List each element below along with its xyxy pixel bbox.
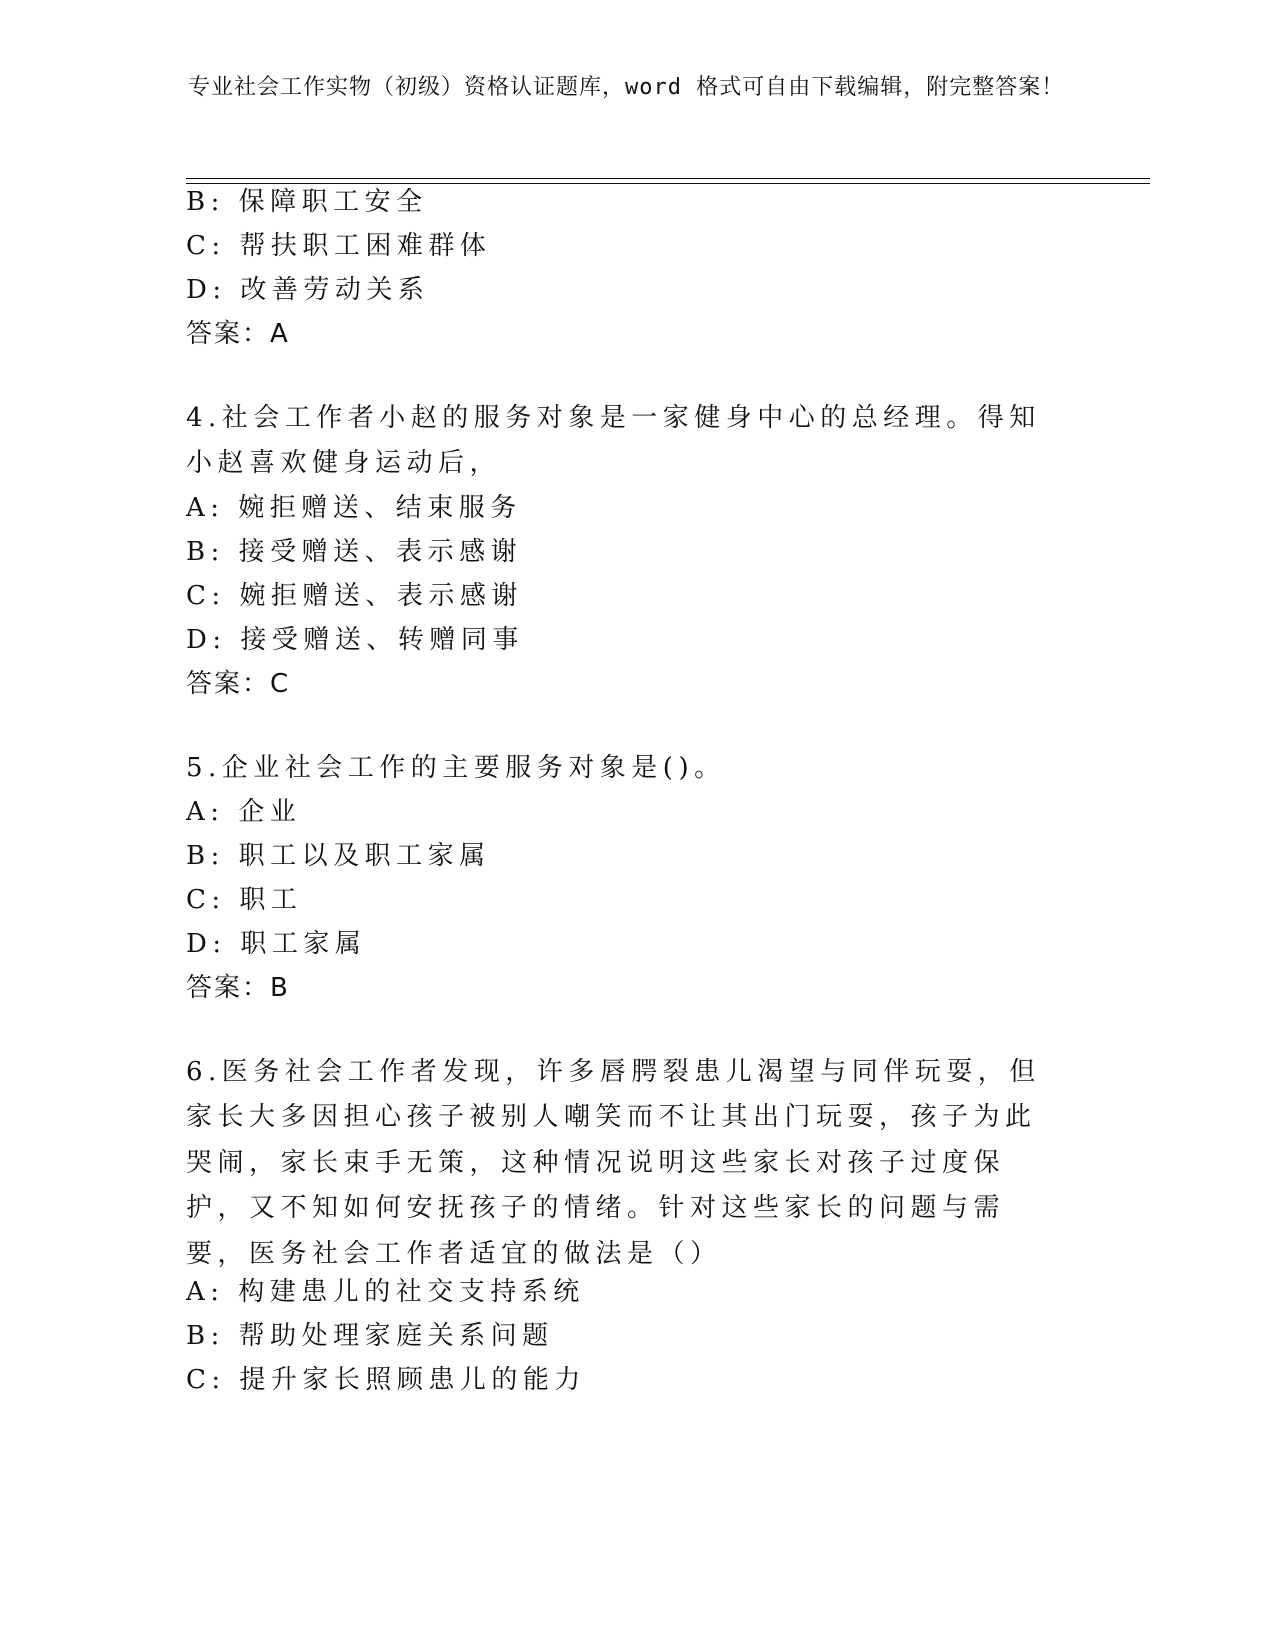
q4-option-c: C: 婉拒赠送、表示感谢	[186, 581, 523, 611]
q4-option-d: D: 接受赠送、转赠同事	[186, 625, 524, 655]
q5-answer: 答案：B	[186, 973, 290, 1003]
header-divider	[186, 178, 1150, 179]
q4-option-a: A: 婉拒赠送、结束服务	[186, 493, 522, 523]
q4-answer: 答案：C	[186, 669, 291, 699]
q4-option-b: B: 接受赠送、表示感谢	[186, 537, 523, 567]
q6-option-a: A: 构建患儿的社交支持系统	[186, 1277, 585, 1307]
q5-option-d: D: 职工家属	[186, 929, 367, 959]
header-divider-secondary	[186, 183, 1150, 184]
q5-option-a: A: 企业	[186, 797, 302, 827]
q5-stem: 5.企业社会工作的主要服务对象是()。	[186, 753, 726, 783]
q6-option-b: B: 帮助处理家庭关系问题	[186, 1321, 554, 1351]
q5-option-b: B: 职工以及职工家属	[186, 841, 491, 871]
q4-stem: 4.社会工作者小赵的服务对象是一家健身中心的总经理。得知小赵喜欢健身运动后，	[186, 403, 1041, 479]
q3-answer: 答案：A	[186, 319, 290, 349]
q3-option-d: D: 改善劳动关系	[186, 275, 430, 305]
q6-stem: 6.医务社会工作者发现，许多唇腭裂患儿渴望与同伴玩耍，但家长大多因担心孩子被别人嘲笑而不让其出门玩耍，孩子为此哭闹，家长束手无策，这种情况说明这些家长对孩子过度保护，又不知如何安抚孩子的情绪。针对这些家长的问题与需要，医务社会工作者适宜的做法是（）	[186, 1057, 1041, 1269]
q5-option-c: C: 职工	[186, 885, 303, 915]
document-header: 专业社会工作实物（初级）资格认证题库，word 格式可自由下载编辑，附完整答案！	[188, 75, 1065, 100]
q3-option-b: B: 保障职工安全	[186, 187, 428, 217]
q3-option-c: C: 帮扶职工困难群体	[186, 231, 492, 261]
q6-option-c: C: 提升家长照顾患儿的能力	[186, 1365, 586, 1395]
